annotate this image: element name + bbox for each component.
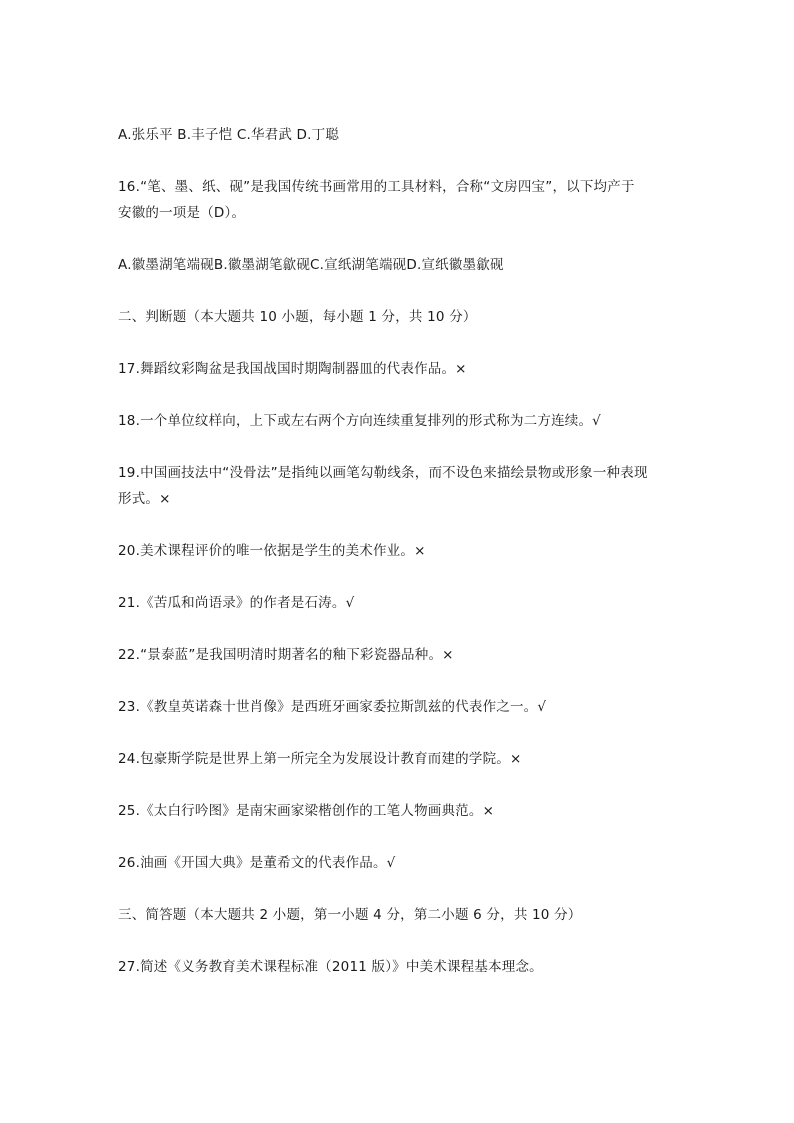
q17-statement: 17.舞蹈纹彩陶盆是我国战国时期陶制器皿的代表作品。× [118,361,467,377]
q25-statement: 25.《太白行吟图》是南宋画家梁楷创作的工笔人物画典范。× [118,803,495,819]
q23-statement: 23.《教皇英诺森十世肖像》是西班牙画家委拉斯凯兹的代表作之一。√ [118,699,547,715]
q16-text-line2: 安徽的一项是（D）。 [118,205,246,221]
q16-text-line1: 16.“笔、墨、纸、砚”是我国传统书画常用的工具材料，合称“文房四宝”，以下均产于 [118,179,635,195]
q16-options: A.徽墨湖笔端砚B.徽墨湖笔歙砚C.宣纸湖笔端砚D.宣纸徽墨歙砚 [118,257,504,273]
q19-statement-line2: 形式。× [118,491,171,507]
q27-question: 27.简述《义务教育美术课程标准（2011 版）》中美术课程基本理念。 [118,959,543,975]
q24-statement: 24.包豪斯学院是世界上第一所完全为发展设计教育而建的学院。× [118,751,522,767]
section-heading-judgment: 二、判断题（本大题共 10 小题，每小题 1 分，共 10 分） [118,309,477,325]
section-heading-short-answer: 三、简答题（本大题共 2 小题，第一小题 4 分，第二小题 6 分，共 10 分） [118,907,582,923]
q15-options: A.张乐平 B.丰子恺 C.华君武 D.丁聪 [118,127,340,143]
q19-statement-line1: 19.中国画技法中“没骨法”是指纯以画笔勾勒线条，而不设色来描绘景物或形象一种表现 [118,465,648,481]
q21-statement: 21.《苦瓜和尚语录》的作者是石涛。√ [118,595,355,611]
q18-statement: 18.一个单位纹样向，上下或左右两个方向连续重复排列的形式称为二方连续。√ [118,413,601,429]
q26-statement: 26.油画《开国大典》是董希文的代表作品。√ [118,855,396,871]
q20-statement: 20.美术课程评价的唯一依据是学生的美术作业。× [118,543,426,559]
q22-statement: 22.“景泰蓝”是我国明清时期著名的釉下彩瓷器品种。× [118,647,454,663]
